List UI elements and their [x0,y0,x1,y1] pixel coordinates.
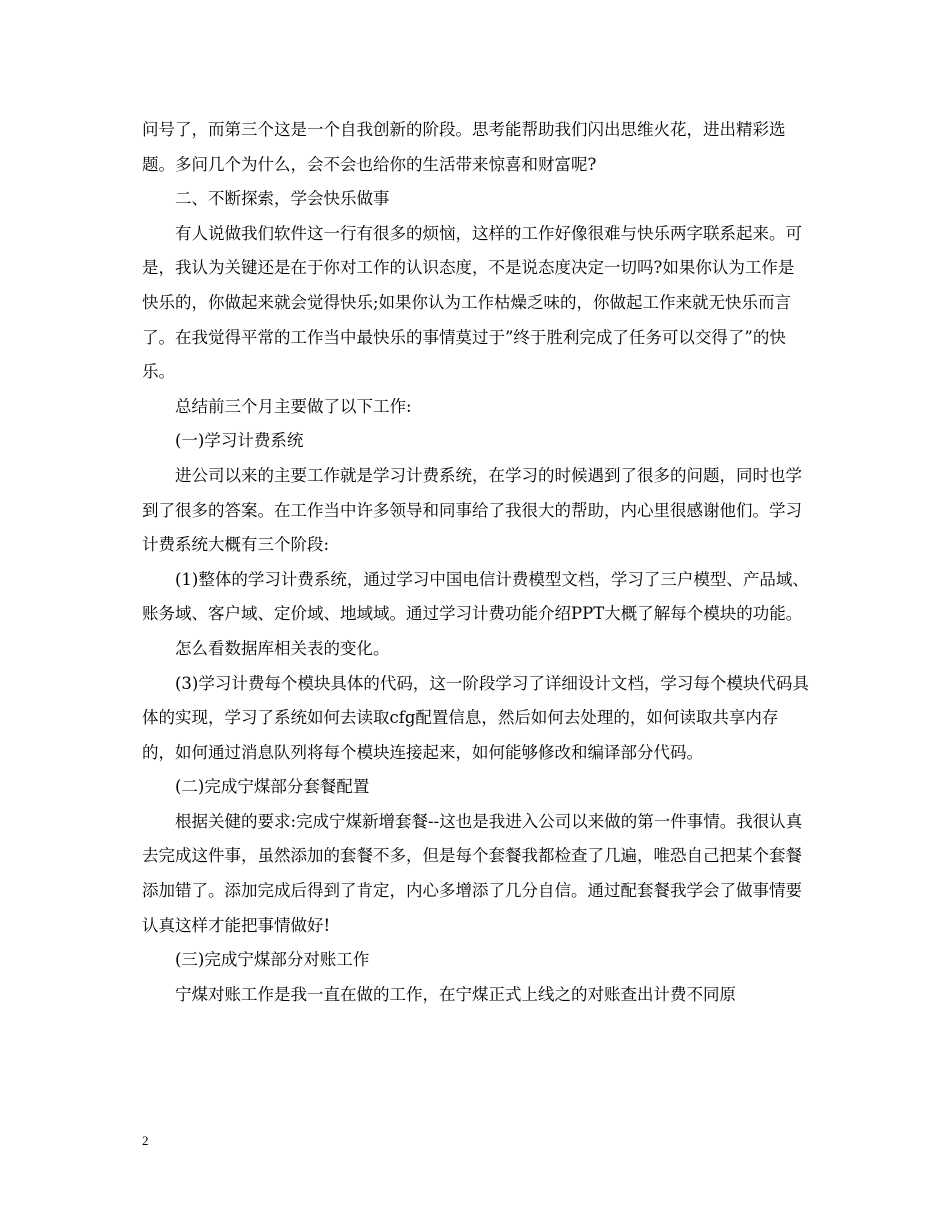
paragraph: 进公司以来的主要工作就是学习计费系统，在学习的时候遇到了很多的问题，同时也学到了很多的答案。在工作当中许多领导和同事给了我很大的帮助，内心里很感谢他们。学习计费系统大概有三个阶段: [142,465,802,555]
section-heading: 二、不断探索，学会快乐做事 [175,189,390,209]
subsection-heading: (二)完成宁煤部分套餐配置 [175,777,370,797]
paragraph: 宁煤对账工作是我一直在做的工作，在宁煤正式上线之的对账查出计费不同原 [175,984,736,1004]
paragraph: 问号了，而第三个这是一个自我创新的阶段。思考能帮助我们闪出思维火花，进出精彩选题。多问几个为什么，会不会也给你的生活带来惊喜和财富呢? [142,120,786,174]
paragraph: 怎么看数据库相关表的变化。 [175,638,390,658]
paragraph: (1)整体的学习计费系统，通过学习中国电信计费模型文档，学习了三户模型、产品域、账务域、客户域、定价域、地域域。通过学习计费功能介绍PPT大概了解每个模块的功能。 [142,569,809,624]
page-number: 2 [142,1133,149,1148]
paragraph: 有人说做我们软件这一行有很多的烦恼，这样的工作好像很难与快乐两字联系起来。可是，我认为关键还是在于你对工作的认识态度，不是说态度决定一切吗?如果你认为工作是快乐的，你做起来就会觉得快乐;如果你认为工作枯燥乏味的，你做起工作来就无快乐而言了。在我觉得平常的工作当中最快乐的事情莫过于”终于胜利完成了任务可以交得了”的快乐。 [142,223,802,382]
paragraph: 根据关健的要求:完成宁煤新增套餐--这也是我进入公司以来做的第一件事情。我很认真去完成这件事，虽然添加的套餐不多，但是每个套餐我都检查了几遍，唯恐自己把某个套餐添加错了。添加完成后得到了肯定，内心多增添了几分自信。通过配套餐我学会了做事情要认真这样才能把事情做好! [142,811,803,935]
paragraph: 总结前三个月主要做了以下工作: [175,396,412,416]
subsection-heading: (三)完成宁煤部分对账工作 [175,950,370,970]
subsection-heading: (一)学习计费系统 [175,431,304,451]
paragraph: (3)学习计费每个模块具体的代码，这一阶段学习了详细设计文档，学习每个模块代码具体的实现，学习了系统如何去读取cfg配置信息，然后如何去处理的，如何读取共享内存的，如何通过消息队列将每个模块连接起来，如何能够修改和编译部分代码。 [142,673,809,762]
document-body [142,113,810,1012]
